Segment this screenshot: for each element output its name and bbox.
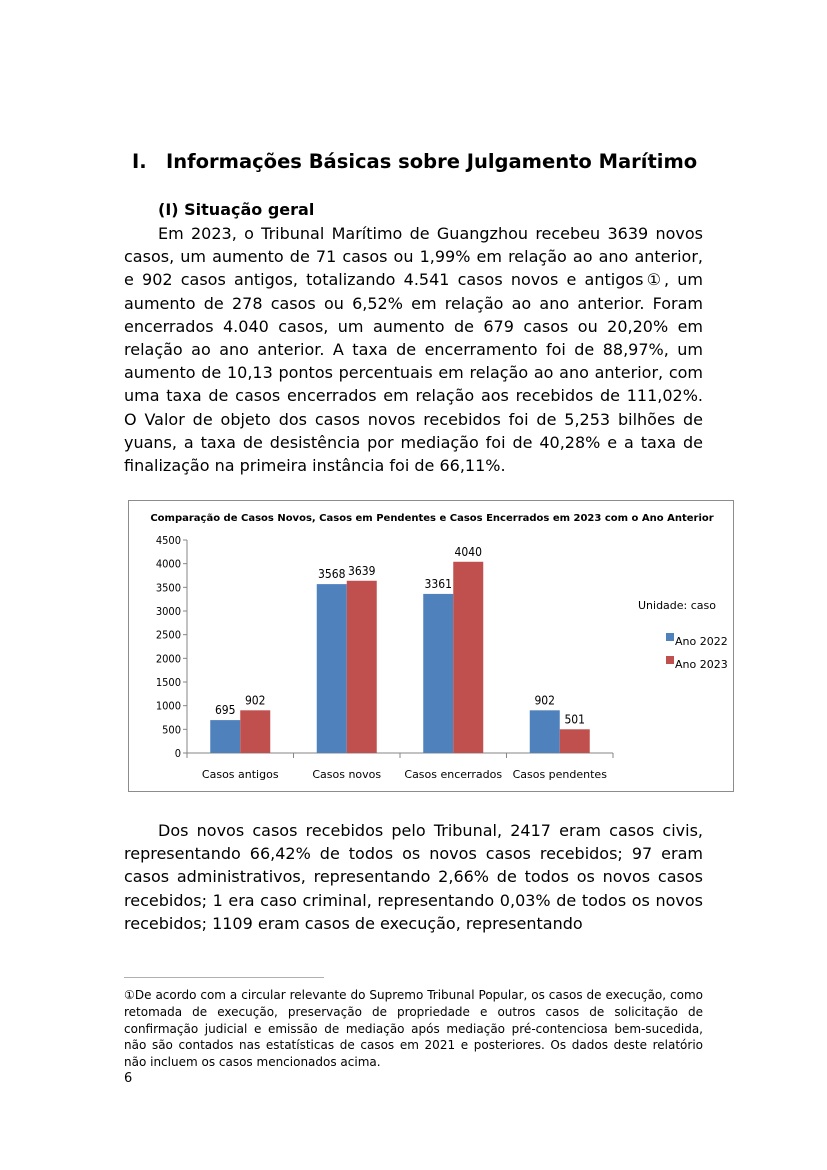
bar-chart [129,501,735,793]
y-tick-label: 0 [174,747,181,760]
bar [347,581,377,753]
y-tick-label: 2500 [155,628,181,642]
unit-label: Unidade: caso [638,599,717,612]
x-tick-label: Casos antigos [201,768,279,781]
data-label: 4040 [454,544,482,559]
footnote-divider [124,977,324,978]
x-tick-label: Casos pendentes [512,768,607,781]
paragraph-overview: Em 2023, o Tribunal Marítimo de Guangzhou recebeu 3639 novos casos, um aumento de 71 casos ou 1,99% em relação ao ano anterior, e 902 casos antigos, totalizando 4.541 casos novos e antigos①, um aumento de 278 casos ou 6,52% em relação ao ano anterior. Foram encerrados 4.040 casos, um aumento de 679 casos ou 20,20% em relação ao ano anterior. A taxa de encerramento foi de 88,97%, um aumento de 10,13 pontos percentuais em relação ao ano anterior, com uma taxa de casos encerrados em relação aos recebidos de 111,02%. O Valor de objeto dos casos novos recebidos foi de 5,253 bilhões de yuans, a taxa de desistência por mediação foi de 40,28% e a taxa de finalização na primeira instância foi de 66,11%. [124,224,703,476]
y-tick-label: 4000 [155,557,181,571]
y-tick-label: 3000 [155,605,181,618]
legend-label: Ano 2022 [675,635,728,648]
y-tick-label: 2000 [155,652,181,666]
data-label: 902 [534,693,556,708]
data-label: 3568 [318,567,346,582]
chart-title: Comparação de Casos Novos, Casos em Pendentes e Casos Encerrados em 2023 com o Ano Anterior [150,513,714,524]
bar [560,729,590,753]
legend-swatch [666,633,674,641]
data-label: 3361 [424,576,452,591]
section-title: Informações Básicas sobre Julgamento Marítimo [166,150,698,173]
y-tick-label: 4500 [155,534,181,547]
x-tick-label: Casos novos [312,768,382,781]
chart-container [128,500,734,792]
x-tick-label: Casos encerrados [404,768,503,781]
y-tick-label: 500 [162,723,181,737]
bar [210,720,240,753]
y-tick-label: 1000 [155,699,181,713]
footnote-text: ①De acordo com a circular relevante do Supremo Tribunal Popular, os casos de execução, como retomada de execução, preservação de propriedade e outros casos de solicitação de confirmação judicial e emissão de mediação após mediação pré-contenciosa bem-sucedida, não são contados nas estatísticas de casos em 2021 e posteriores. Os dados deste relatório não incluem os casos mencionados acima. [124,988,703,1070]
legend-label: Ano 2023 [675,658,728,671]
y-tick-label: 3500 [155,581,181,595]
legend-swatch [666,656,674,664]
bar [423,594,453,753]
bar [453,562,483,753]
data-label: 3639 [348,563,376,578]
subsection-heading: (I) Situação geral [158,200,315,219]
data-label: 501 [564,712,586,727]
paragraph-case-types: Dos novos casos recebidos pelo Tribunal, 2417 eram casos civis, representando 66,42% de todos os novos casos recebidos; 97 eram casos administrativos, representando 2,66% de todos os novos casos recebidos; 1 era caso criminal, representando 0,03% de todos os novos recebidos; 1109 eram casos de execução, representando [124,821,703,933]
section-number: I. [132,150,147,173]
bar [317,584,347,753]
y-tick-label: 1500 [155,676,181,689]
bar [240,710,270,753]
data-label: 902 [244,693,266,708]
data-label: 695 [214,703,236,718]
page-number: 6 [124,1071,133,1086]
bar [530,710,560,753]
section-heading [132,150,732,173]
